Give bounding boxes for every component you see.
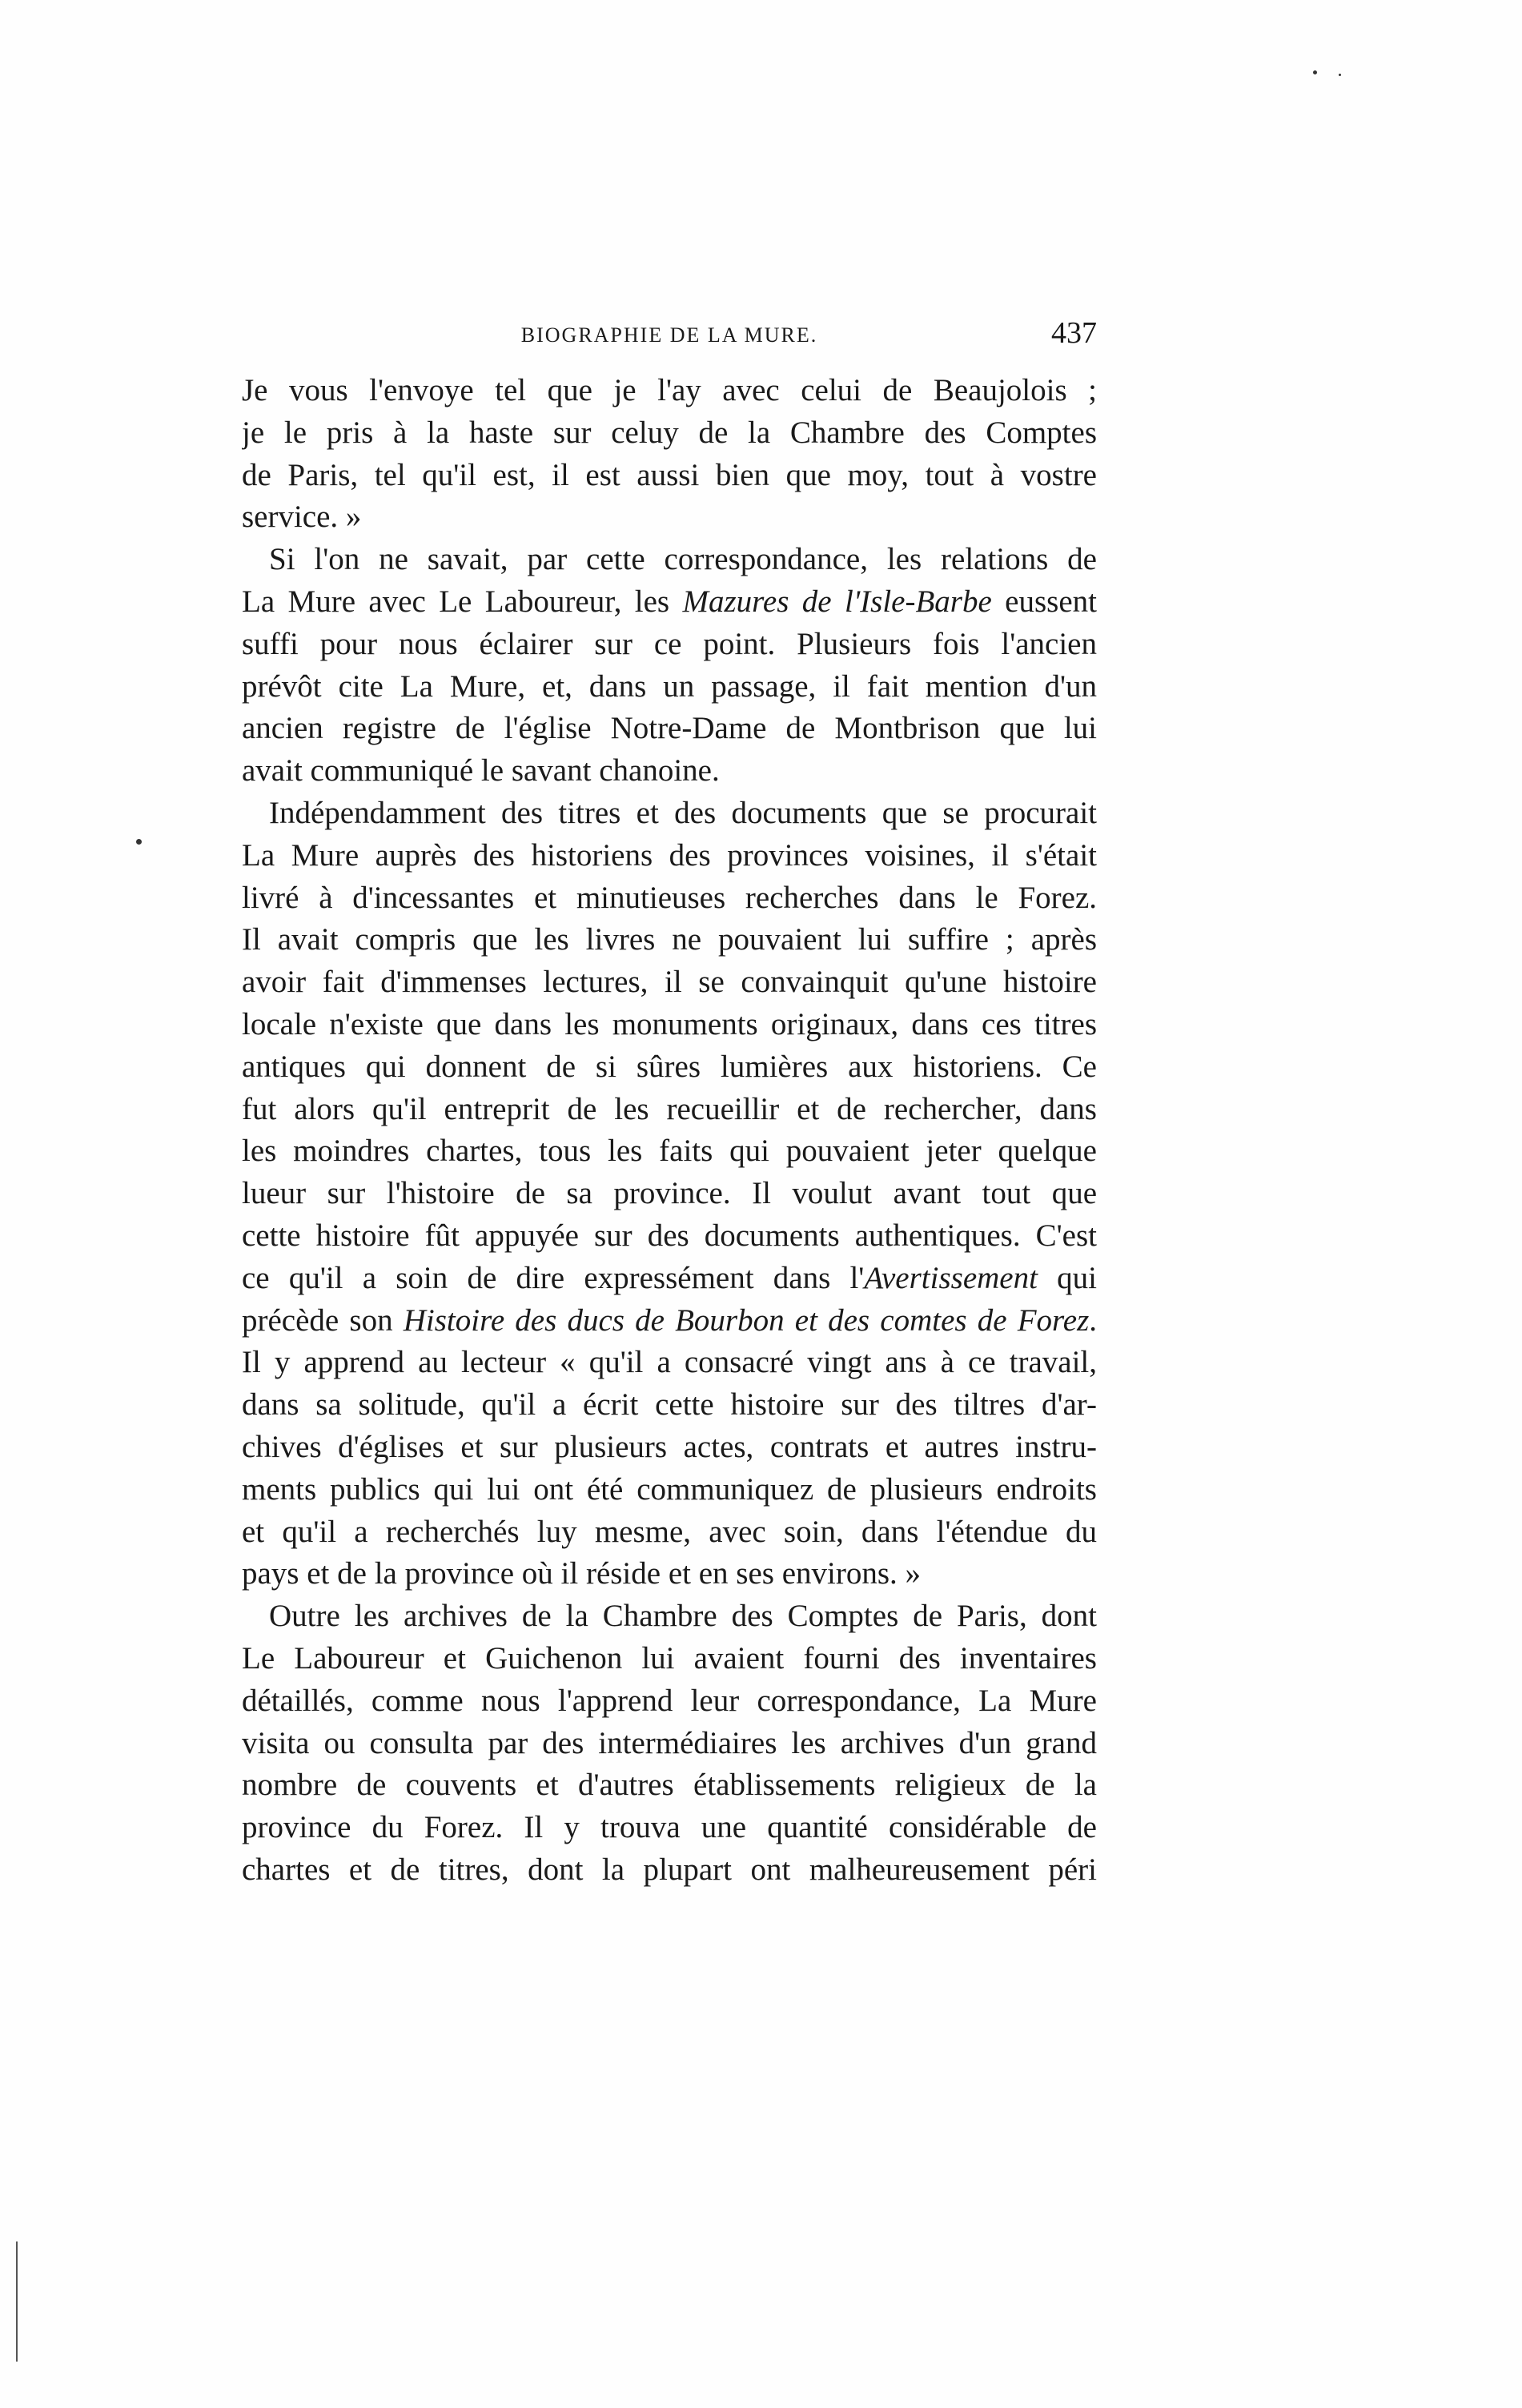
text-line (242, 1764, 1097, 1807)
text-line (242, 877, 1097, 920)
text-segment: prévôt cite La Mure, et, dans un passage, il fait mention d'un (242, 668, 1097, 704)
ink-speck (1313, 70, 1317, 74)
text-segment: nombre de couvents et d'autres établissements religieux de la (242, 1768, 1097, 1803)
text-segment: Le Laboureur et Guichenon lui avaient fourni des inventaires (242, 1640, 1097, 1676)
italic-title: Avertissement (864, 1260, 1038, 1295)
text-segment: Outre les archives de la Chambre des Comptes de Paris, dont (269, 1599, 1097, 1634)
text-segment: chives d'églises et sur plusieurs actes, contrats et autres instru- (242, 1429, 1097, 1464)
ink-speck (1339, 74, 1341, 76)
text-segment: Il y apprend au lecteur « qu'il a consacré vingt ans à ce travail, (242, 1345, 1097, 1380)
italic-title: Mazures de l'Isle-Barbe (682, 584, 992, 619)
text-line (242, 1469, 1097, 1511)
text-segment: je le pris à la haste sur celuy de la Chambre des Comptes (242, 415, 1097, 450)
text-line (242, 1173, 1097, 1215)
text-segment: La Mure avec Le Laboureur, les (242, 584, 683, 619)
text-segment: . (1089, 1302, 1097, 1338)
text-segment: fut alors qu'il entreprit de les recueillir et de rechercher, dans (242, 1091, 1097, 1126)
text-segment: les moindres chartes, tous les faits qui pouvaient jeter quelque (242, 1134, 1097, 1169)
text-segment: antiques qui donnent de si sûres lumières aux historiens. Ce (242, 1049, 1097, 1084)
text-line (242, 455, 1097, 497)
text-segment: province du Forez. Il y trouva une quantité considérable de (242, 1810, 1097, 1845)
page-header (242, 316, 1097, 368)
text-line (242, 961, 1097, 1004)
text-segment: Indépendamment des titres et des documents que se procurait (269, 795, 1097, 830)
text-line (242, 370, 1097, 412)
text-segment: service. » (242, 500, 362, 535)
text-line (242, 1427, 1097, 1469)
text-segment: livré à d'incessantes et minutieuses recherches dans le Forez. (242, 880, 1097, 915)
text-segment: précède son (242, 1302, 404, 1338)
text-segment: locale n'existe que dans les monuments originaux, dans ces titres (242, 1006, 1097, 1041)
text-segment: ce qu'il a soin de dire expressément dans l' (242, 1260, 865, 1295)
text-line (242, 793, 1097, 835)
text-segment: ancien registre de l'église Notre-Dame de Montbrison que lui (242, 711, 1097, 746)
text-line (242, 708, 1097, 750)
text-segment: Je vous l'envoye tel que je l'ay avec celui de Beaujolois ; (242, 373, 1097, 407)
page-edge-mark (16, 2241, 18, 2362)
running-head: BIOGRAPHIE DE LA MURE. (520, 323, 818, 347)
text-line (242, 1511, 1097, 1554)
text-line (242, 1342, 1097, 1384)
text-segment: qui (1037, 1260, 1097, 1295)
text-segment: ments publics qui lui ont été communiquez de plusieurs endroits (242, 1471, 1097, 1507)
text-line (242, 1723, 1097, 1765)
text-line (242, 1004, 1097, 1046)
page-number: 437 (1051, 316, 1097, 350)
text-segment: de Paris, tel qu'il est, il est aussi bien que moy, tout à vostre (242, 457, 1097, 492)
text-line (242, 1595, 1097, 1638)
text-segment: chartes et de titres, dont la plupart ont malheureusement péri (242, 1852, 1097, 1887)
text-segment: dans sa solitude, qu'il a écrit cette histoire sur des tiltres d'ar- (242, 1387, 1097, 1423)
text-line (242, 1553, 1097, 1595)
text-segment: eussent (991, 584, 1097, 619)
text-segment: avoir fait d'immenses lectures, il se convainquit qu'une histoire (242, 965, 1097, 1000)
text-line (242, 835, 1097, 877)
text-line (242, 624, 1097, 666)
text-line (242, 1046, 1097, 1089)
text-line (242, 1258, 1097, 1300)
text-line (242, 1638, 1097, 1680)
text-line (242, 412, 1097, 455)
text-segment: détaillés, comme nous l'apprend leur correspondance, La Mure (242, 1683, 1097, 1718)
text-segment: Il avait compris que les livres ne pouvaient lui suffire ; après (242, 922, 1097, 957)
text-segment: cette histoire fût appuyée sur des documents authentiques. C'est (242, 1218, 1097, 1253)
text-line (242, 666, 1097, 708)
body-text (242, 370, 1097, 1892)
ink-speck (136, 839, 142, 845)
text-line (242, 919, 1097, 961)
text-line (242, 1130, 1097, 1173)
text-segment: avait communiqué le savant chanoine. (242, 753, 720, 789)
text-line (242, 1807, 1097, 1849)
text-line (242, 1215, 1097, 1258)
text-line (242, 1089, 1097, 1131)
text-line (242, 581, 1097, 624)
text-segment: Si l'on ne savait, par cette correspondance, les relations de (269, 542, 1097, 577)
text-segment: visita ou consulta par des intermédiaires les archives d'un grand (242, 1725, 1097, 1760)
text-line (242, 1680, 1097, 1723)
text-segment: lueur sur l'histoire de sa province. Il voulut avant tout que (242, 1176, 1097, 1211)
text-line (242, 1384, 1097, 1427)
text-line (242, 539, 1097, 581)
text-segment: pays et de la province où il réside et en ses environs. » (242, 1556, 922, 1591)
text-segment: et qu'il a recherchés luy mesme, avec soin, dans l'étendue du (242, 1514, 1097, 1549)
text-line (242, 1849, 1097, 1892)
text-line (242, 496, 1097, 539)
text-line (242, 750, 1097, 793)
italic-title: Histoire des ducs de Bourbon et des comtes de Forez (403, 1302, 1090, 1338)
text-segment: suffi pour nous éclairer sur ce point. Plusieurs fois l'ancien (242, 626, 1097, 661)
text-line (242, 1300, 1097, 1342)
text-segment: La Mure auprès des historiens des provinces voisines, il s'était (242, 837, 1097, 873)
